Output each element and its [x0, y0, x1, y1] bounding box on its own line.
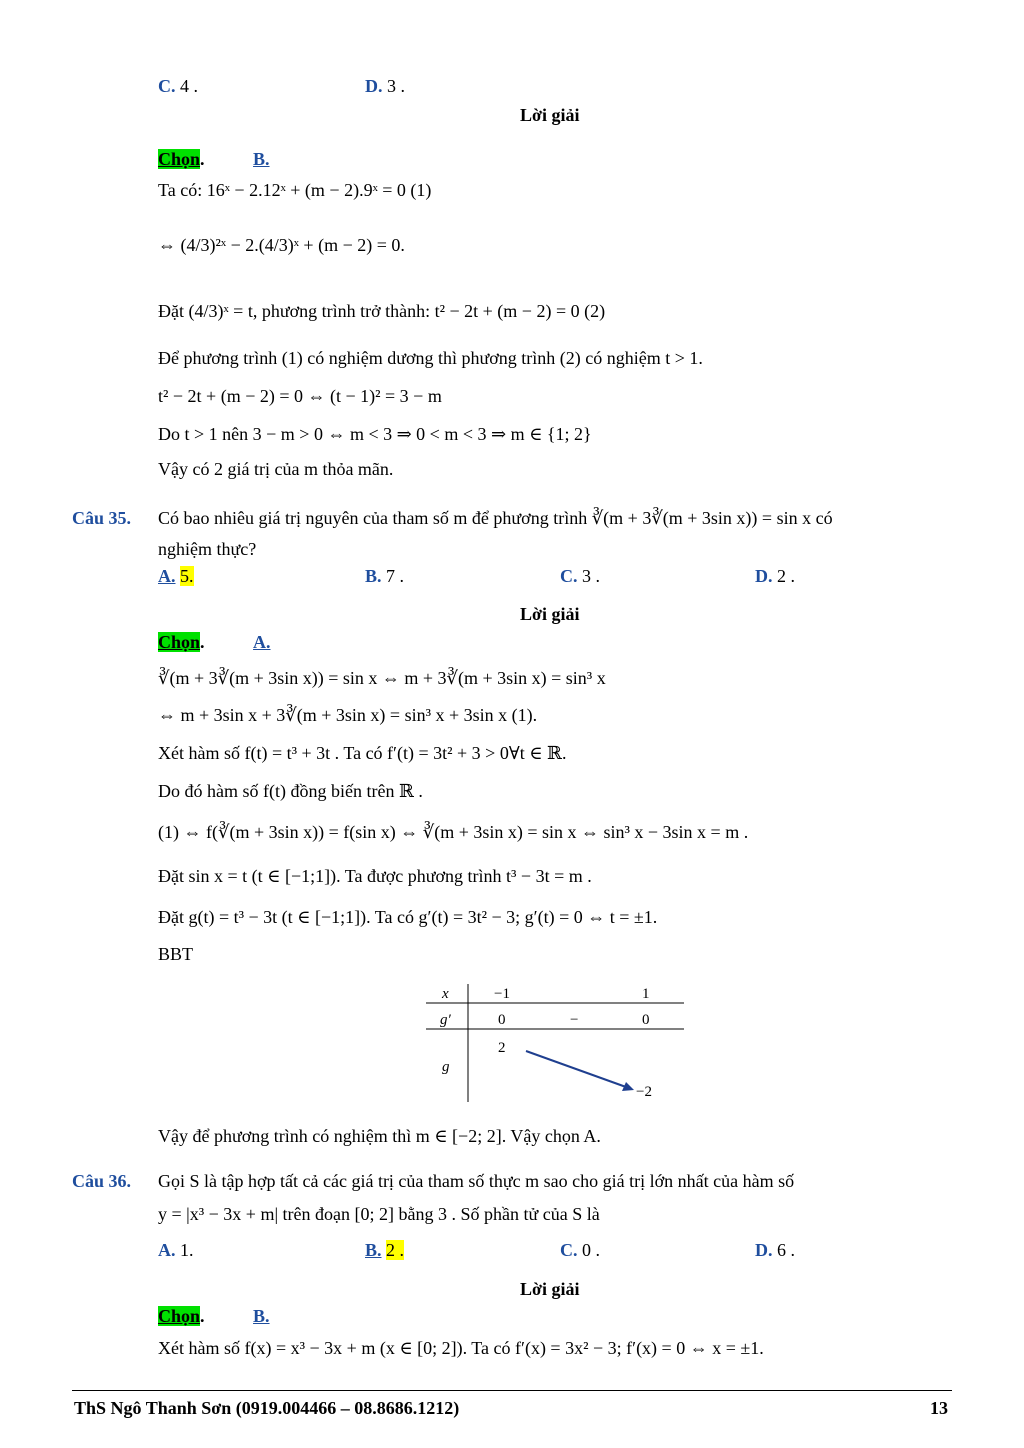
q35-line-7: Đặt g(t) = t³ − 3t (t ∈ [−1;1]). Ta có g′(t) = 3t² − 3; g′(t) = 0 ⇔ t = ±1.: [158, 907, 658, 927]
gprime-right-value: 0: [642, 1012, 650, 1028]
option-label: A.: [158, 1240, 176, 1260]
option-label: A.: [158, 566, 176, 586]
q35-text-line1: Có bao nhiêu giá trị nguyên của tham số m để phương trình ∛(m + 3∛(m + 3sin x)) = sin x có: [158, 508, 833, 528]
g-bottom-value: −2: [636, 1084, 652, 1100]
page-number: 13: [930, 1398, 948, 1418]
q34-solution-heading: Lời giải: [520, 105, 580, 125]
chon-label: Chọn: [158, 149, 201, 169]
row-label-gprime: g′: [440, 1012, 451, 1028]
q35-line-5: (1) ⇔ f(∛(m + 3sin x)) = f(sin x) ⇔ ∛(m + 3sin x) = sin x ⇔ sin³ x − 3sin x = m .: [158, 822, 749, 842]
option-label: B.: [365, 566, 382, 586]
chon-label: Chọn: [158, 1306, 201, 1326]
q36-number: Câu 36.: [72, 1171, 132, 1191]
q36-option-d: [755, 1239, 795, 1261]
g-top-value: 2: [498, 1040, 506, 1056]
option-label: D.: [755, 566, 773, 586]
q36-solution-heading: Lời giải: [520, 1279, 580, 1299]
q36-option-b: [365, 1239, 404, 1261]
footer-author: ThS Ngô Thanh Sơn (0919.004466 – 08.8686.1212): [74, 1398, 460, 1418]
q35-option-d: [755, 565, 795, 587]
chon-answer: B.: [253, 149, 270, 169]
q34-line-5: t² − 2t + (m − 2) = 0 ⇔ (t − 1)² = 3 − m: [158, 386, 442, 406]
q34-line-6: Do t > 1 nên 3 − m > 0 ⇔ m < 3 ⇒ 0 < m < 3 ⇒ m ∈ {1; 2}: [158, 424, 592, 444]
q35-solution-heading: Lời giải: [520, 604, 580, 624]
option-label: C.: [158, 76, 176, 96]
option-label: C.: [560, 566, 578, 586]
option-value: 4 .: [180, 76, 198, 96]
q35-line-2: ⇔ m + 3sin x + 3∛(m + 3sin x) = sin³ x + 3sin x (1).: [158, 705, 538, 725]
footer-rule: [72, 1390, 952, 1391]
q34-chon: Chọn. B.: [158, 149, 270, 169]
chon-answer: A.: [253, 632, 271, 652]
q34-line-4: Để phương trình (1) có nghiệm dương thì phương trình (2) có nghiệm t > 1.: [158, 348, 703, 368]
q36-text-line2: y = |x³ − 3x + m| trên đoạn [0; 2] bằng 3 . Số phần tử của S là: [158, 1204, 600, 1224]
q35-line-1: ∛(m + 3∛(m + 3sin x)) = sin x ⇔ m + 3∛(m + 3sin x) = sin³ x: [158, 668, 606, 688]
q35-number: Câu 35.: [72, 508, 132, 528]
q35-line-6: Đặt sin x = t (t ∈ [−1;1]). Ta được phương trình t³ − 3t = m .: [158, 866, 592, 886]
q36-text-line1: Gọi S là tập hợp tất cả các giá trị của tham số thực m sao cho giá trị lớn nhất của hàm số: [158, 1171, 795, 1191]
gprime-left-value: 0: [498, 1012, 506, 1028]
x-right-value: 1: [642, 986, 650, 1002]
q34-line-7: Vậy có 2 giá trị của m thỏa mãn.: [158, 459, 394, 479]
row-label-x: x: [442, 986, 449, 1002]
q35-option-a: [158, 565, 194, 587]
q36-line-1: Xét hàm số f(x) = x³ − 3x + m (x ∈ [0; 2]). Ta có f′(x) = 3x² − 3; f′(x) = 0 ⇔ x = ±1.: [158, 1338, 764, 1358]
q35-option-c: [560, 565, 600, 587]
chon-answer: B.: [253, 1306, 270, 1326]
q35-chon: Chọn. A.: [158, 632, 271, 652]
q35-line-4: Do đó hàm số f(t) đồng biến trên ℝ .: [158, 781, 423, 801]
chon-label: Chọn: [158, 632, 201, 652]
q34-option-d: [365, 75, 405, 97]
option-value: 3 .: [582, 566, 600, 586]
q35-text-line2: nghiệm thực?: [158, 539, 257, 559]
q36-option-c: [560, 1239, 600, 1261]
option-value: 2 .: [777, 566, 795, 586]
option-value: 7 .: [386, 566, 405, 586]
option-value: 2 .: [386, 1240, 405, 1260]
option-label: C.: [560, 1240, 578, 1260]
q35-option-b: [365, 565, 404, 587]
variation-table: [422, 966, 694, 1112]
q35-line-3: Xét hàm số f(t) = t³ + 3t . Ta có f′(t) = 3t² + 3 > 0∀t ∈ ℝ.: [158, 743, 567, 763]
option-value: 6 .: [777, 1240, 795, 1260]
q34-line-3: Đặt (4/3)ˣ = t, phương trình trở thành: t² − 2t + (m − 2) = 0 (2): [158, 301, 606, 321]
option-label: D.: [365, 76, 383, 96]
option-label: B.: [365, 1240, 382, 1260]
gprime-sign: −: [570, 1012, 579, 1028]
row-label-g: g: [442, 1059, 450, 1075]
q34-option-c: [158, 75, 198, 97]
q35-conclusion: Vậy để phương trình có nghiệm thì m ∈ [−2; 2]. Vậy chọn A.: [158, 1126, 601, 1146]
q34-line-1: Ta có: 16ˣ − 2.12ˣ + (m − 2).9ˣ = 0 (1): [158, 180, 432, 200]
x-left-value: −1: [494, 986, 510, 1002]
q36-chon: Chọn. B.: [158, 1306, 270, 1326]
option-label: D.: [755, 1240, 773, 1260]
option-value: 1.: [180, 1240, 194, 1260]
decreasing-arrow: [526, 1051, 626, 1087]
q34-line-2: ⇔ (4/3)²ˣ − 2.(4/3)ˣ + (m − 2) = 0.: [158, 235, 405, 255]
q35-bbt-label: BBT: [158, 944, 194, 964]
option-value: 5.: [180, 566, 194, 586]
q36-option-a: [158, 1239, 194, 1261]
option-value: 0 .: [582, 1240, 600, 1260]
option-value: 3 .: [387, 76, 405, 96]
